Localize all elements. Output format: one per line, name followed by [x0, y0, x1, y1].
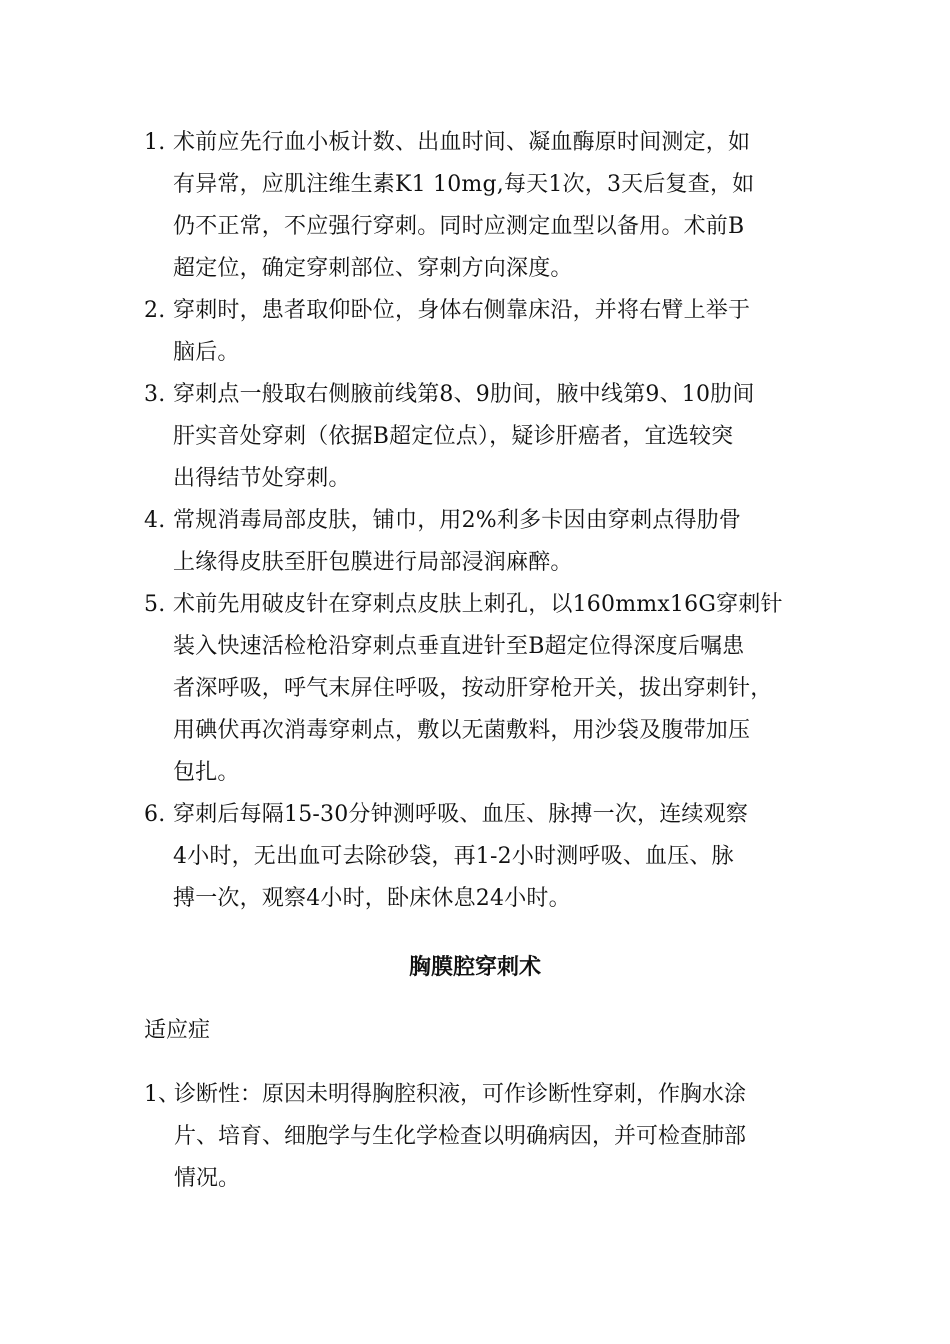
- list-item: [144, 290, 814, 374]
- list-item: [144, 794, 814, 920]
- list-item: [144, 122, 814, 290]
- list-item-text: 常规消毒局部皮肤，铺巾，用2%利多卡因由穿刺点得肋骨 上缘得皮肤至肝包膜进行局部浸润麻醉。: [173, 508, 742, 575]
- list-item: [144, 584, 814, 794]
- list-item-number: 2.: [144, 298, 166, 323]
- list-item: [144, 500, 814, 584]
- list-item-text: 术前应先行血小板计数、出血时间、凝血酶原时间测定，如 有异常，应肌注维生素K1 10mg,每天1次，3天后复查，如 仍不正常，不应强行穿刺。同时应测定血型以备用。术前B 超定位，确定穿刺部位、穿刺方向深度。: [173, 130, 755, 281]
- indication-list-item: [144, 1074, 814, 1200]
- indication-text: 诊断性：原因未明得胸腔积液，可作诊断性穿刺，作胸水涂 片、培育、细胞学与生化学检查以明确病因，并可检查肺部 情况。: [174, 1082, 747, 1191]
- list-item-text: 穿刺时，患者取仰卧位，身体右侧靠床沿，并将右臂上举于 脑后。: [173, 298, 751, 365]
- procedure-steps-list: [144, 122, 814, 920]
- section-subheading: 适应症: [144, 1018, 211, 1043]
- list-item-text: 术前先用破皮针在穿刺点皮肤上刺孔，以160mmx16G穿刺针 装入快速活检枪沿穿刺点垂直进针至B超定位得深度后嘱患 者深呼吸，呼气末屏住呼吸，按动肝穿枪开关，拔出穿刺针， 用碘伏再次消毒穿刺点，敷以无菌敷料，用沙袋及腹带加压 包扎。: [173, 592, 783, 785]
- list-item-number: 1.: [144, 130, 166, 155]
- indication-number: 1、: [144, 1082, 180, 1107]
- list-item-number: 4.: [144, 508, 166, 533]
- list-item-number: 3.: [144, 382, 166, 407]
- list-item-number: 6.: [144, 802, 166, 827]
- list-item-text: 穿刺后每隔15-30分钟测呼吸、血压、脉搏一次，连续观察 4小时，无出血可去除砂袋，再1-2小时测呼吸、血压、脉 搏一次，观察4小时，卧床休息24小时。: [173, 802, 749, 911]
- list-item-text: 穿刺点一般取右侧腋前线第8、9肋间，腋中线第9、10肋间 肝实音处穿刺（依据B超定位点），疑诊肝癌者，宜选较突 出得结节处穿刺。: [173, 382, 755, 491]
- list-item: [144, 374, 814, 500]
- section-title: 胸膜腔穿刺术: [408, 954, 541, 980]
- list-item-number: 5.: [144, 592, 166, 617]
